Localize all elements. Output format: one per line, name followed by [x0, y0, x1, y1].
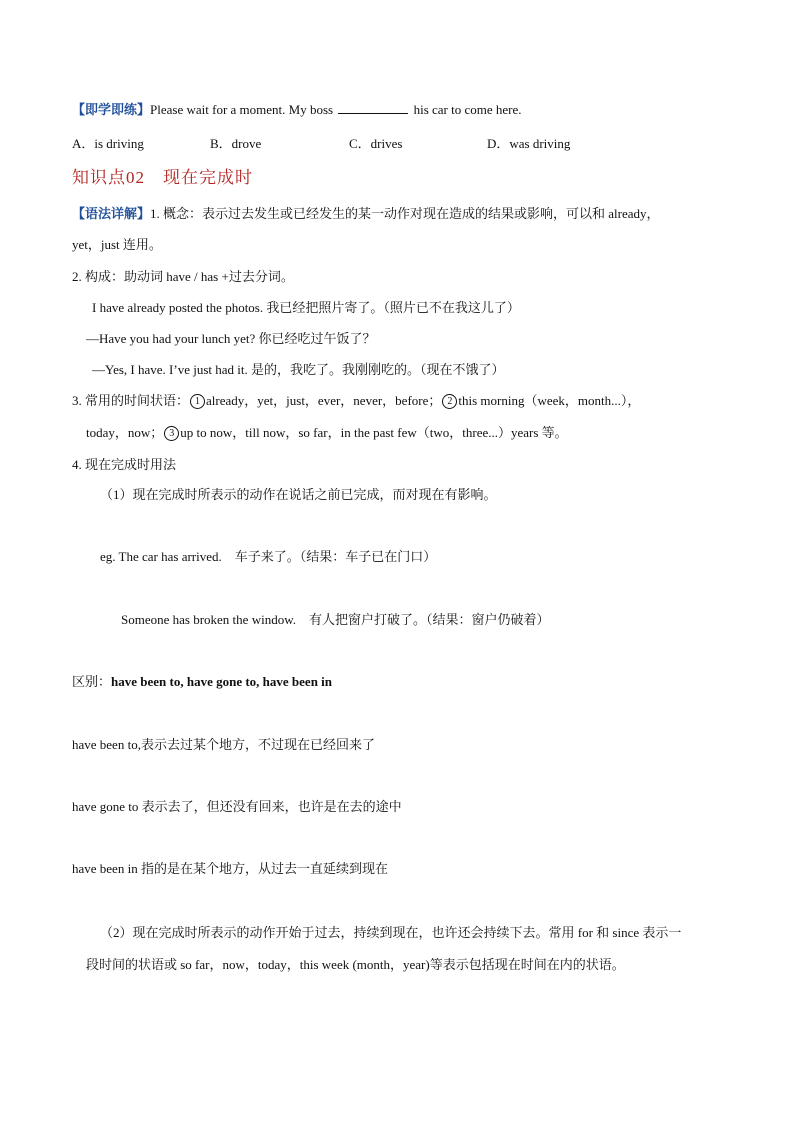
- grammar-point-2: 2. 构成：助动词 have / has +过去分词。: [72, 269, 294, 284]
- practice-tag: 【即学即练】: [72, 102, 151, 117]
- difference-heading: [72, 673, 332, 691]
- option-letter: D．: [487, 136, 510, 151]
- answer-blank: [338, 101, 408, 114]
- circled-number-2: 2: [442, 394, 457, 409]
- difference-terms: have been to, have gone to, have been in: [111, 674, 333, 689]
- grammar-text: 1. 概念：表示过去发生或已经发生的某一动作对现在造成的结果或影响，可以和 already，: [150, 206, 660, 221]
- usage-2-cont: 段时间的状语或 so far，now，today，this week (month，year)等表示包括现在时间在内的状语。: [86, 957, 625, 972]
- difference-label: 区别：: [72, 674, 112, 689]
- grammar-point-3: [72, 392, 640, 410]
- example-3: —Yes, I have. I’ve just had it. 是的，我吃了。我刚刚吃的。（现在不饿了）: [92, 362, 505, 377]
- difference-item-1: have been to,表示去过某个地方，不过现在已经回来了: [72, 737, 375, 752]
- option-text: drove: [231, 136, 262, 151]
- grammar-point-1-cont: yet，just 连用。: [72, 237, 162, 252]
- option-a[interactable]: [72, 133, 144, 152]
- question-text-end: his car to come here.: [410, 102, 522, 117]
- point-lead: 3. 常用的时间状语：: [72, 393, 190, 408]
- circled-number-1: 1: [190, 394, 205, 409]
- question-text-start: Please wait for a moment. My boss: [150, 102, 337, 117]
- time-adverbials-3: up to now，till now，so far，in the past few（two，three...）years 等。: [180, 425, 568, 440]
- time-adverbials-2: this morning（week，month...），: [458, 393, 641, 408]
- example-2: —Have you had your lunch yet? 你已经吃过午饭了？: [86, 331, 376, 346]
- option-d[interactable]: [487, 133, 570, 152]
- option-letter: C．: [349, 136, 371, 151]
- option-text: was driving: [509, 136, 571, 151]
- option-text: drives: [370, 136, 403, 151]
- option-letter: A．: [72, 136, 95, 151]
- option-letter: B．: [210, 136, 232, 151]
- section-heading: 知识点02 现在完成时: [72, 168, 253, 187]
- option-c[interactable]: [349, 133, 402, 152]
- practice-question: [72, 101, 522, 119]
- option-text: is driving: [94, 136, 144, 151]
- time-adverbials-2b: today，now；: [86, 425, 164, 440]
- difference-item-3: have been in 指的是在某个地方，从过去一直延续到现在: [72, 861, 388, 876]
- difference-item-2: have gone to 表示去了，但还没有回来，也许是在去的途中: [72, 799, 402, 814]
- usage-1: （1）现在完成时所表示的动作在说话之前已完成，而对现在有影响。: [100, 487, 497, 502]
- grammar-point-3-cont: [86, 424, 568, 442]
- grammar-point-4: 4. 现在完成时用法: [72, 457, 177, 472]
- example-1: I have already posted the photos. 我已经把照片寄了。（照片已不在我这儿了）: [92, 300, 520, 315]
- usage-2: （2）现在完成时所表示的动作开始于过去，持续到现在，也许还会持续下去。常用 for 和 since 表示一: [100, 925, 682, 940]
- grammar-tag: 【语法详解】: [72, 206, 151, 221]
- usage-example-1: eg. The car has arrived. 车子来了。（结果：车子已在门口）: [100, 549, 437, 564]
- usage-example-2: Someone has broken the window. 有人把窗户打破了。（结果：窗户仍破着）: [121, 612, 550, 627]
- grammar-point-1: [72, 205, 660, 223]
- time-adverbials-1: already，yet，just，ever，never，before；: [206, 393, 442, 408]
- circled-number-3: 3: [164, 426, 179, 441]
- option-b[interactable]: [210, 133, 261, 152]
